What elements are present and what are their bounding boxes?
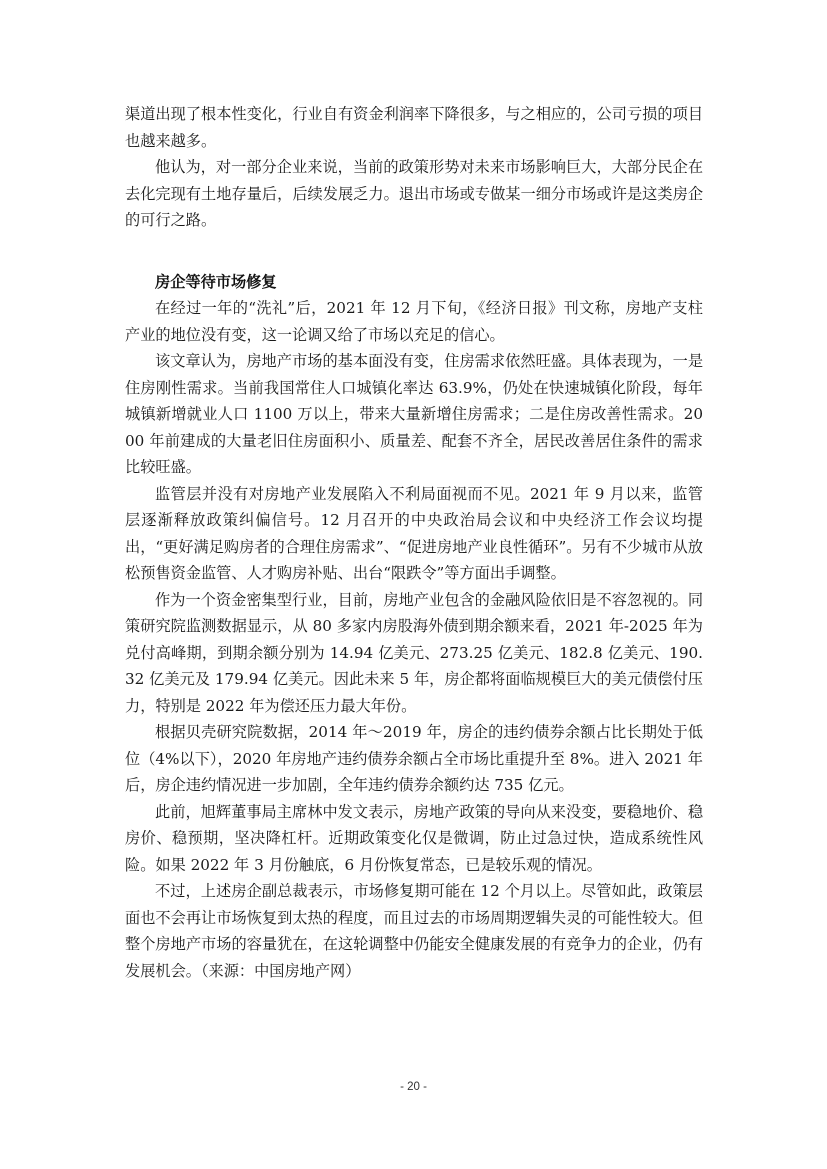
paragraph-opinion: 他认为，对一部分企业来说，当前的政策形势对未来市场影响巨大，大部分民企在去化完现有土地存量后，后续发展乏力。退出市场或专做某一细分市场或许是这类房企的可行之路。	[125, 158, 703, 229]
paragraph-cifi-chairman: 此前，旭辉董事局主席林中发文表示，房地产政策的导向从来没变，要稳地价、稳房价、稳预期，坚决降杠杆。近期政策变化仅是微调，防止过急过快，造成系统性风险。如果 2022 年 3 月份触底，6 月份恢复常态，已是较乐观的情况。	[125, 802, 703, 874]
paragraph-regulator-signals: 监管层并没有对房地产业发展陷入不利局面视而不见。2021 年 9 月以来，监管层逐渐释放政策纠偏信号。12 月召开的中央政治局会议和中央经济工作会议均提出，“更好满足购房者的合理住房需求”、“促进房地产业良性循环”。另有不少城市从放松预售资金监管、人才购房补贴、出台“限跌令”等方面出手调整。	[125, 484, 703, 582]
paragraph-continued: 渠道出现了根本性变化，行业自有资金利润率下降很多，与之相应的，公司亏损的项目也越来越多。	[125, 105, 703, 150]
article-body	[125, 101, 703, 984]
paragraph-recovery-period: 不过，上述房企副总裁表示，市场修复期可能在 12 个月以上。尽管如此，政策层面也不会再让市场恢复到太热的程度，而且过去的市场周期逻辑失灵的可能性较大。但整个房地产市场的容量犹在，在这轮调整中仍能安全健康发展的有竞争力的企业，仍有发展机会。（来源：中国房地产网）	[125, 882, 703, 980]
section-heading: 房企等待市场修复	[155, 272, 277, 291]
paragraph-default-bonds: 根据贝壳研究院数据，2014 年～2019 年，房企的违约债券余额占比长期处于低位（4%以下），2020 年房地产违约债券余额占全市场比重提升至 8%。进入 2021 年后，房企违约情况进一步加剧，全年违约债券余额约达 735 亿元。	[125, 723, 703, 794]
paragraph-financial-risk: 作为一个资金密集型行业，目前，房地产业包含的金融风险依旧是不容忽视的。同策研究院监测数据显示，从 80 多家内房股海外债到期余额来看，2021 年-2025 年为兑付高峰期，到期余额分别为 14.94 亿美元、273.25 亿美元、182.8 亿美元、190.32 亿美元及 179.94 亿美元。因此未来 5 年，房企都将面临规模巨大的美元债偿付压力，特别是 2022 年为偿还压力最大年份。	[125, 590, 703, 715]
paragraph-economic-daily: 在经过一年的“洗礼”后，2021 年 12 月下旬，《经济日报》刊文称，房地产支柱产业的地位没有变，这一论调又给了市场以充足的信心。	[125, 299, 703, 344]
paragraph-housing-demand: 该文章认为，房地产市场的基本面没有变，住房需求依然旺盛。具体表现为，一是住房刚性需求。当前我国常住人口城镇化率达 63.9%，仍处在快速城镇化阶段，每年城镇新增就业人口 1100 万以上，带来大量新增住房需求；二是住房改善性需求。2000 年前建成的大量老旧住房面积小、质量差、配套不齐全，居民改善居住条件的需求比较旺盛。	[125, 352, 703, 476]
page-number: - 20 -	[400, 1081, 427, 1093]
